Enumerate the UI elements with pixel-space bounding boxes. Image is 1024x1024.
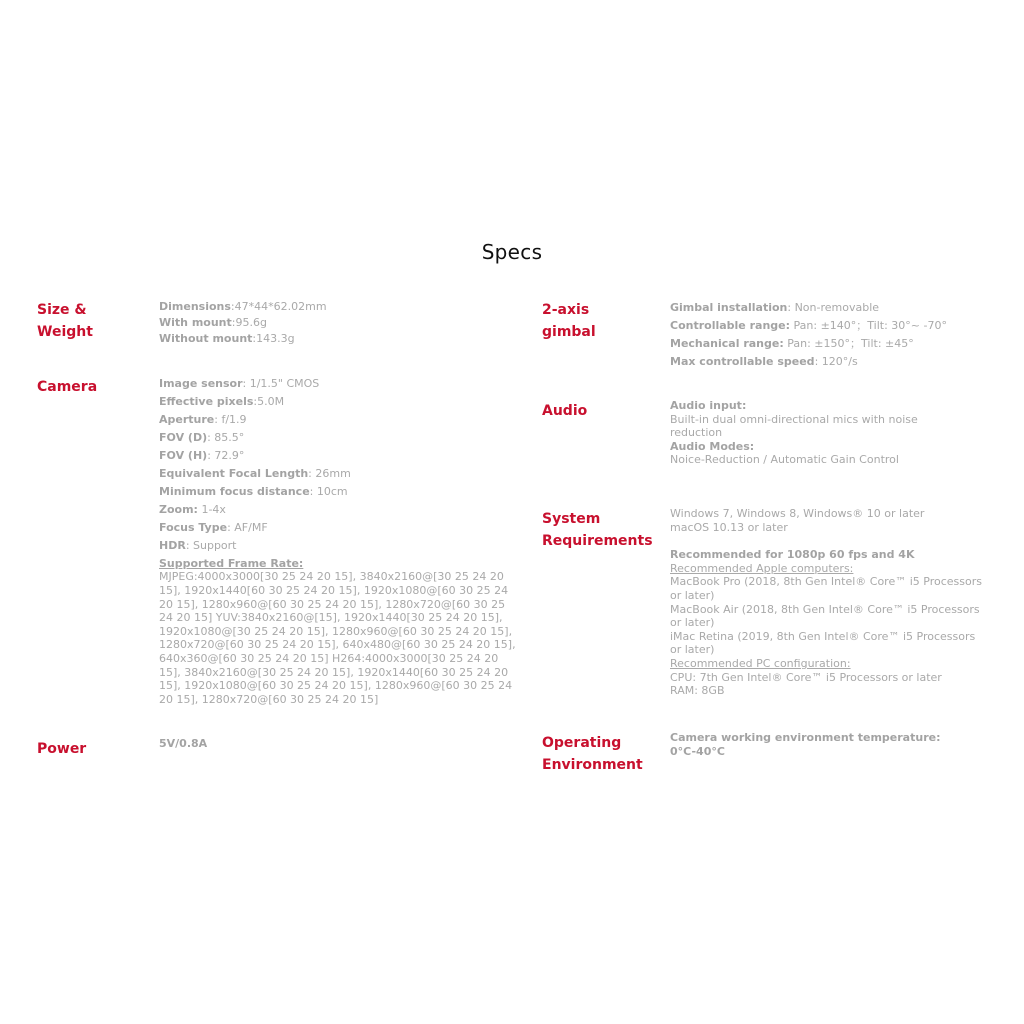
frame-rate-list: MJPEG:4000x3000[30 25 24 20 15], 3840x2160@[30 25 24 20 15], 1920x1440[60 30 25 24 20 15], 1920x1080@[60 30 25 24 20 15], 1280x960@[60 30 25 24 20 15], 1280x720@[60 30 25 24 20 15] YUV:3840x2160@[15], 1920x1440[30 25 24 20 15], 1920x1080@[30 25 24 20 15], 1280x960@[60 30 25 24 20 15], 1280x720@[60 30 25 24 20 15], 640x480@[60 30 25 24 20 15], 640x360@[60 30 25 24 20 15] H264:4000x3000[30 25 24 20 15], 3840x2160@[30 25 24 20 15], 1920x1440[60 30 25 24 20 15], 1920x1080@[60 30 25 24 20 15], 1280x960@[60 30 25 24 20 15], 1280x720@[60 30 25 24 20 15] bbox=[159, 570, 516, 706]
spec-row: Dimensions:47*44*62.02mm bbox=[159, 300, 327, 313]
operating-environment-title: Operating Environment bbox=[542, 735, 643, 773]
gimbal-title: 2-axis gimbal bbox=[542, 302, 596, 340]
os-line: Windows 7, Windows 8, Windows® 10 or later bbox=[670, 507, 925, 520]
pc-heading: Recommended PC configuration: bbox=[670, 656, 851, 670]
spec-row: Minimum focus distance: 10cm bbox=[159, 484, 348, 498]
spec-row: FOV (D): 85.5° bbox=[159, 430, 245, 444]
system-requirements-title: System Requirements bbox=[542, 511, 653, 549]
audio-input-label: Audio input: bbox=[670, 399, 747, 412]
audio-input-value: Built-in dual omni-directional mics with noise reduction bbox=[670, 412, 918, 440]
pc-item: CPU: 7th Gen Intel® Core™ i5 Processors or later bbox=[670, 670, 942, 684]
audio-modes-value: Noice-Reduction / Automatic Gain Control bbox=[670, 453, 899, 467]
os-line: macOS 10.13 or later bbox=[670, 520, 788, 534]
power-value: 5V/0.8A bbox=[159, 737, 208, 750]
spec-row: Zoom: 1-4x bbox=[159, 502, 226, 516]
gimbal-specs bbox=[670, 301, 982, 373]
page-title: Specs bbox=[481, 240, 543, 264]
spec-row: Without mount:143.3g bbox=[159, 332, 295, 345]
size-weight-specs bbox=[159, 299, 519, 347]
spec-row: Aperture: f/1.9 bbox=[159, 412, 247, 426]
camera-specs bbox=[159, 377, 521, 706]
spec-row: HDR: Support bbox=[159, 538, 237, 552]
spec-row: Gimbal installation: Non-removable bbox=[670, 301, 880, 314]
spec-row: Controllable range: Pan: ±140°；Tilt: 30°~ -70° bbox=[670, 318, 947, 332]
spec-row: Effective pixels:5.0M bbox=[159, 394, 285, 408]
audio-title: Audio bbox=[542, 403, 588, 419]
audio-modes-label: Audio Modes: bbox=[670, 439, 755, 453]
apple-item: iMac Retina (2019, 8th Gen Intel® Core™ i5 Processors or later) bbox=[670, 629, 976, 657]
apple-item: MacBook Pro (2018, 8th Gen Intel® Core™ i5 Processors or later) bbox=[670, 575, 982, 602]
operating-environment-value: Camera working environment temperature: 0°C-40°C bbox=[670, 731, 941, 758]
audio-specs bbox=[670, 399, 970, 467]
recommended-heading: Recommended for 1080p 60 fps and 4K bbox=[670, 548, 915, 562]
spec-row: Image sensor: 1/1.5" CMOS bbox=[159, 377, 320, 390]
spec-row: Focus Type: AF/MF bbox=[159, 520, 268, 534]
apple-heading: Recommended Apple computers: bbox=[670, 561, 854, 575]
system-requirements-specs bbox=[670, 507, 982, 698]
spec-row: Max controllable speed: 120°/s bbox=[670, 354, 858, 368]
apple-item: MacBook Air (2018, 8th Gen Intel® Core™ i5 Processors or later) bbox=[670, 602, 980, 630]
spec-row: Equivalent Focal Length: 26mm bbox=[159, 466, 351, 480]
spec-row: Mechanical range: Pan: ±150°；Tilt: ±45° bbox=[670, 336, 914, 350]
frame-rate-heading: Supported Frame Rate: bbox=[159, 556, 304, 570]
spec-row: With mount:95.6g bbox=[159, 316, 267, 329]
power-title: Power bbox=[37, 741, 87, 757]
pc-item: RAM: 8GB bbox=[670, 684, 725, 698]
size-weight-title: Size & Weight bbox=[37, 302, 93, 340]
camera-title: Camera bbox=[37, 379, 98, 395]
spec-row: FOV (H): 72.9° bbox=[159, 448, 245, 462]
